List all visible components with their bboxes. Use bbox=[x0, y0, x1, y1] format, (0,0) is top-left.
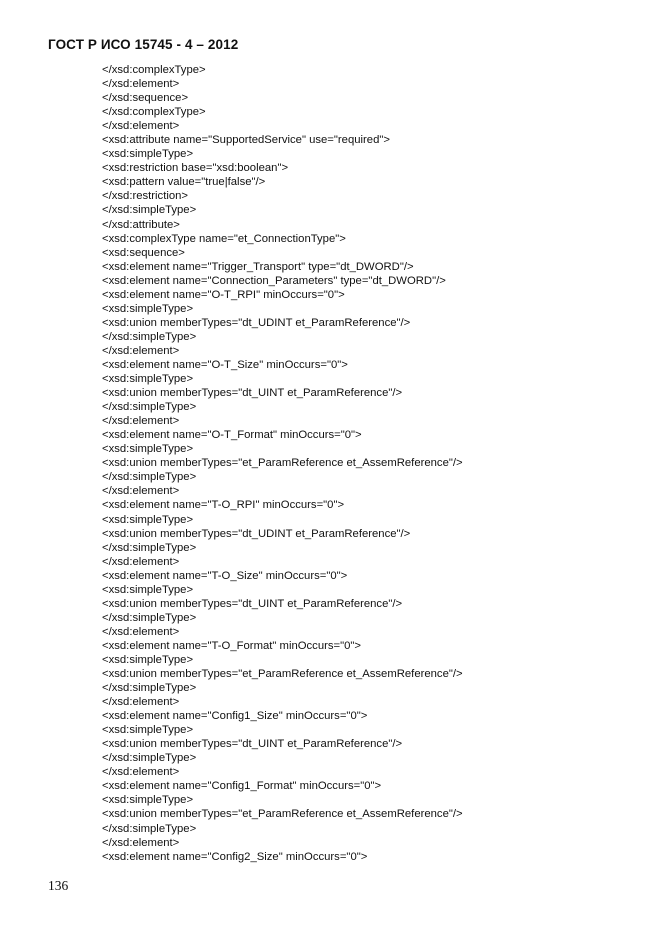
code-line: </xsd:simpleType> bbox=[102, 682, 197, 695]
code-line: </xsd:simpleType> bbox=[102, 611, 197, 624]
code-line: </xsd:element> bbox=[102, 344, 180, 357]
code-line: </xsd:element> bbox=[102, 625, 180, 638]
code-line: <xsd:simpleType> bbox=[102, 653, 194, 666]
code-line: <xsd:element name="Config1_Size" minOccurs="0"> bbox=[102, 710, 368, 723]
code-line: <xsd:simpleType> bbox=[102, 148, 194, 161]
code-line: </xsd:sequence> bbox=[102, 92, 189, 105]
code-line: <xsd:union memberTypes="et_ParamReference et_AssemReference"/> bbox=[102, 457, 463, 470]
code-line: </xsd:element> bbox=[102, 485, 180, 498]
code-line: <xsd:simpleType> bbox=[102, 794, 194, 807]
code-line: </xsd:element> bbox=[102, 78, 180, 91]
code-line: </xsd:element> bbox=[102, 836, 180, 849]
code-line: <xsd:restriction base="xsd:boolean"> bbox=[102, 162, 289, 175]
code-line: <xsd:element name="O-T_Size" minOccurs="0"> bbox=[102, 358, 348, 371]
code-line: </xsd:simpleType> bbox=[102, 204, 197, 217]
code-line: <xsd:simpleType> bbox=[102, 443, 194, 456]
code-line: <xsd:pattern value="true|false"/> bbox=[102, 176, 266, 189]
code-line: </xsd:complexType> bbox=[102, 64, 206, 76]
code-line: <xsd:element name="Trigger_Transport" type="dt_DWORD"/> bbox=[102, 260, 414, 273]
code-line: <xsd:simpleType> bbox=[102, 513, 194, 526]
code-line: </xsd:simpleType> bbox=[102, 822, 197, 835]
code-line: </xsd:attribute> bbox=[102, 218, 180, 231]
code-line: <xsd:element name="T-O_RPI" minOccurs="0"> bbox=[102, 499, 345, 512]
code-line: <xsd:union memberTypes="dt_UDINT et_ParamReference"/> bbox=[102, 527, 411, 540]
code-line: <xsd:union memberTypes="dt_UDINT et_ParamReference"/> bbox=[102, 316, 411, 329]
code-line: <xsd:union memberTypes="dt_UINT et_ParamReference"/> bbox=[102, 387, 403, 400]
code-line: <xsd:simpleType> bbox=[102, 302, 194, 315]
code-line: <xsd:element name="Connection_Parameters" type="dt_DWORD"/> bbox=[102, 274, 446, 287]
code-line: </xsd:complexType> bbox=[102, 106, 206, 119]
code-line: </xsd:element> bbox=[102, 696, 180, 709]
code-line: </xsd:element> bbox=[102, 766, 180, 779]
code-line: <xsd:element name="Config2_Size" minOccurs="0"> bbox=[102, 850, 368, 863]
code-line: </xsd:simpleType> bbox=[102, 541, 197, 554]
code-line: <xsd:element name="T-O_Size" minOccurs="0"> bbox=[102, 569, 348, 582]
code-line: </xsd:simpleType> bbox=[102, 471, 197, 484]
page-number: 136 bbox=[48, 878, 69, 893]
code-line: <xsd:union memberTypes="dt_UINT et_ParamReference"/> bbox=[102, 738, 403, 751]
code-line: </xsd:restriction> bbox=[102, 190, 189, 203]
code-line: <xsd:simpleType> bbox=[102, 373, 194, 386]
code-line: <xsd:element name="O-T_RPI" minOccurs="0"> bbox=[102, 288, 345, 301]
code-line: </xsd:simpleType> bbox=[102, 752, 197, 765]
code-line: <xsd:attribute name="SupportedService" use="required"> bbox=[102, 134, 390, 147]
code-line: <xsd:element name="T-O_Format" minOccurs="0"> bbox=[102, 639, 362, 652]
code-line: <xsd:complexType name="et_ConnectionType"> bbox=[102, 232, 346, 245]
code-line: <xsd:simpleType> bbox=[102, 724, 194, 737]
code-line: </xsd:simpleType> bbox=[102, 401, 197, 414]
code-line: <xsd:element name="Config1_Format" minOccurs="0"> bbox=[102, 780, 382, 793]
code-line: <xsd:sequence> bbox=[102, 246, 185, 259]
code-line: </xsd:element> bbox=[102, 555, 180, 568]
code-line: </xsd:simpleType> bbox=[102, 330, 197, 343]
code-line: <xsd:element name="O-T_Format" minOccurs="0"> bbox=[102, 429, 362, 442]
code-line: <xsd:union memberTypes="et_ParamReference et_AssemReference"/> bbox=[102, 808, 463, 821]
document-header: ГОСТ Р ИСО 15745 - 4 – 2012 bbox=[48, 37, 239, 52]
xsd-code-listing bbox=[102, 63, 463, 864]
code-line: <xsd:union memberTypes="et_ParamReference et_AssemReference"/> bbox=[102, 668, 463, 681]
code-line: </xsd:element> bbox=[102, 415, 180, 428]
code-line: <xsd:simpleType> bbox=[102, 583, 194, 596]
code-line: </xsd:element> bbox=[102, 120, 180, 133]
code-line: <xsd:union memberTypes="dt_UINT et_ParamReference"/> bbox=[102, 597, 403, 610]
